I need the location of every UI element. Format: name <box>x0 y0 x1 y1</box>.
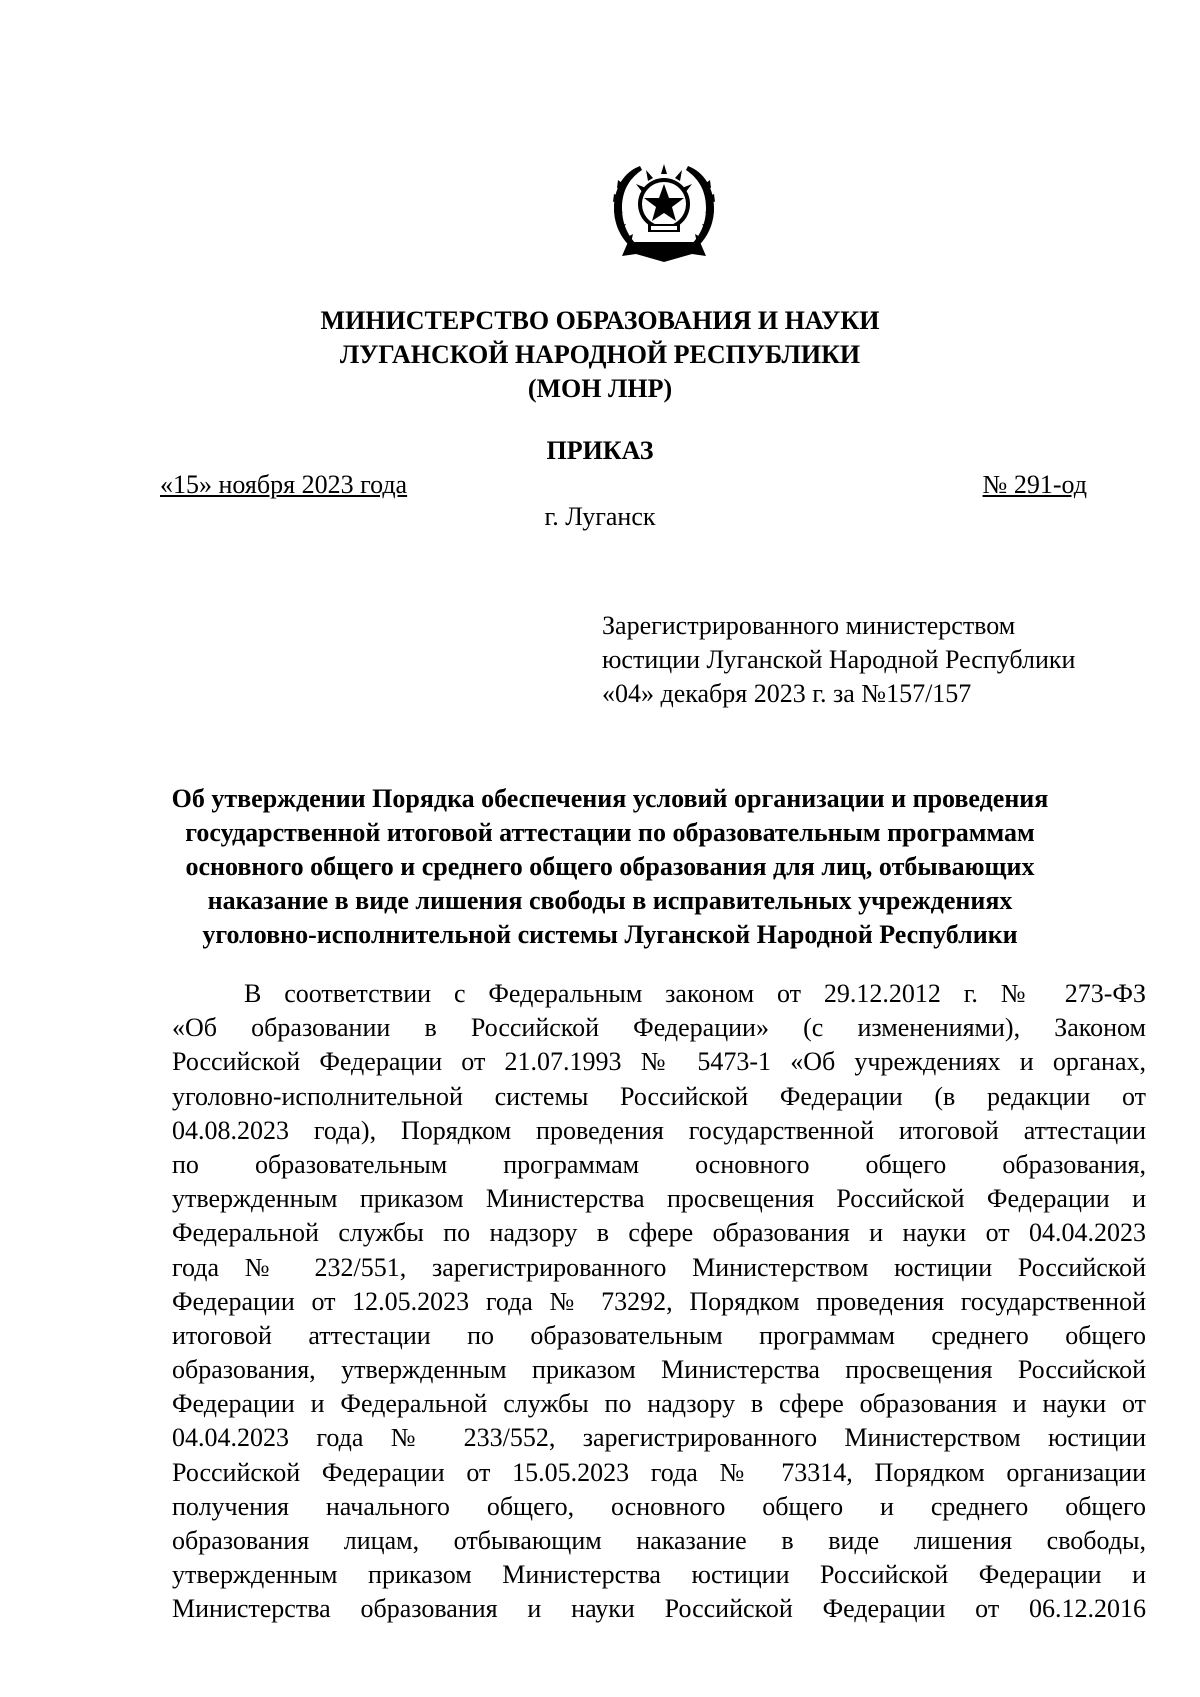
body-line: по образовательным программам основного общего образования, <box>172 1149 1146 1179</box>
order-title: ПРИКАЗ <box>546 436 654 465</box>
body-line: получения начального общего, основного общего и среднего общего <box>172 1491 1146 1521</box>
body-line: образования лицам, отбывающим наказание в виде лишения свободы, <box>172 1526 1146 1555</box>
ministry-name-line1: МИНИСТЕРСТВО ОБРАЗОВАНИЯ И НАУКИ <box>320 306 880 335</box>
body-line: Федерации от 12.05.2023 года № 73292, Порядком проведения государственной <box>172 1286 1146 1316</box>
registration-line2: юстиции Луганской Народной Республики <box>602 645 1076 674</box>
body-line: Федеральной службы по надзору в сфере образования и науки от 04.04.2023 <box>172 1218 1146 1248</box>
body-line: образования, утвержденным приказом Министерства просвещения Российской <box>172 1355 1146 1385</box>
subject-line3: основного общего и среднего общего образования для лиц, отбывающих <box>185 852 1035 881</box>
body-line: Министерства образования и науки Российской Федерации от 06.12.2016 <box>172 1594 1146 1624</box>
registration-note <box>602 609 1122 711</box>
ministry-abbreviation: (МОН ЛНР) <box>527 374 673 403</box>
order-date: «15» ноября 2023 года <box>160 470 408 499</box>
subject-line4: наказание в виде лишения свободы в исправительных учреждениях <box>207 886 1013 915</box>
body-line: 04.04.2023 года № 233/552, зарегистрированного Министерством юстиции <box>172 1423 1146 1453</box>
registration-line3: «04» декабря 2023 г. за №157/157 <box>602 679 972 708</box>
body-line: итоговой аттестации по образовательным программам среднего общего <box>172 1320 1146 1350</box>
body-line: утвержденным приказом Министерства юстиции Российской Федерации и <box>172 1560 1146 1590</box>
body-line: Федерации и Федеральной службы по надзору в сфере образования и науки от <box>172 1389 1146 1419</box>
body-line: В соответствии с Федеральным законом от 29.12.2012 г. № 273-ФЗ <box>244 979 1146 1008</box>
body-line: Российской Федерации от 21.07.1993 № 5473-1 «Об учреждениях и органах, <box>172 1047 1146 1077</box>
ministry-header <box>0 304 1200 406</box>
body-paragraph <box>172 977 1146 1627</box>
registration-line1: Зарегистрированного министерством <box>602 611 1016 640</box>
body-line: «Об образовании в Российской Федерации» (с изменениями), Законом <box>172 1013 1146 1043</box>
subject-line1: Об утверждении Порядка обеспечения условий организации и проведения <box>171 784 1049 813</box>
body-line: Российской Федерации от 15.05.2023 года № 73314, Порядком организации <box>172 1457 1146 1487</box>
order-number: № 291-од <box>982 470 1087 499</box>
body-line: утвержденным приказом Министерства просвещения Российской Федерации и <box>172 1184 1146 1214</box>
body-line: уголовно-исполнительной системы Российской Федерации (в редакции от <box>172 1081 1146 1111</box>
order-subject <box>150 782 1070 952</box>
subject-line2: государственной итоговой аттестации по образовательным программам <box>185 818 1035 847</box>
ministry-name-line2: ЛУГАНСКОЙ НАРОДНОЙ РЕСПУБЛИКИ <box>339 340 861 369</box>
subject-line5: уголовно-исполнительной системы Луганской Народной Республики <box>202 920 1018 949</box>
order-city: г. Луганск <box>544 502 656 531</box>
body-line: года № 232/551, зарегистрированного Министерством юстиции Российской <box>172 1252 1146 1282</box>
body-line: 04.08.2023 года), Порядком проведения государственной итоговой аттестации <box>172 1115 1146 1145</box>
coat-of-arms-emblem <box>588 158 740 270</box>
